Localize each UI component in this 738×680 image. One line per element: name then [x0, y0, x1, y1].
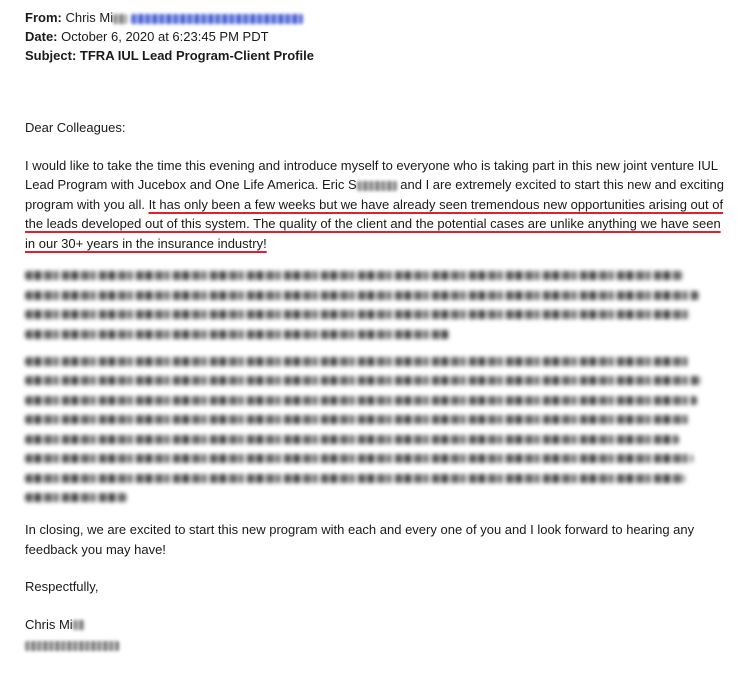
redacted-paragraph-1: [25, 271, 725, 339]
redacted-signature-fragment: [73, 620, 85, 630]
signature: [25, 615, 725, 654]
date-label: Date:: [25, 29, 58, 44]
intro-text-a: I would like to take the time this evening and introduce myself to everyone who is taking part in this new joint venture IUL Lead Program with Jucebox and One Life America. Eric S: [25, 157, 718, 192]
redacted-line: [25, 415, 689, 424]
email-body: [25, 118, 725, 654]
redacted-line: [25, 474, 685, 483]
subject-row: [25, 46, 314, 65]
signature-name: Chris Mi: [25, 616, 73, 632]
redacted-line: [25, 310, 691, 319]
paragraph-closing: In closing, we are excited to start this new program with each and every one of you and I look forward to hearing any feedback you may have!: [25, 522, 695, 557]
redacted-line: [25, 396, 697, 405]
redacted-line: [25, 291, 699, 300]
email-header: [25, 8, 314, 65]
from-label: From:: [25, 10, 62, 25]
from-name: Chris Mi: [65, 10, 114, 25]
paragraph-intro: [25, 156, 725, 254]
subject-label: Subject:: [25, 48, 77, 63]
date-value: October 6, 2020 at 6:23:45 PM PDT: [61, 29, 269, 44]
redacted-surname: [357, 181, 397, 191]
date-row: [25, 27, 314, 46]
redacted-line: [25, 271, 683, 280]
redacted-line: [25, 435, 679, 444]
greeting: Dear Colleagues:: [25, 120, 126, 135]
redacted-line: [25, 330, 449, 339]
redacted-name-fragment: [113, 14, 127, 24]
signoff: Respectfully,: [25, 579, 99, 594]
redacted-email-address[interactable]: [131, 14, 303, 24]
from-row: [25, 8, 314, 27]
redacted-line: [25, 376, 701, 385]
redacted-signature-title: [25, 641, 119, 651]
redacted-line: [25, 454, 693, 463]
subject-value: TFRA IUL Lead Program-Client Profile: [79, 48, 314, 63]
underlined-highlight: It has only been a few weeks but we have already seen tremendous new opportunities arising out of the leads developed out of this system. The quality of the client and the potential cases are unlike anything we have seen in our 30+ years in the insurance industry!: [25, 196, 724, 251]
redacted-paragraph-2: [25, 357, 725, 503]
intro-text-b: and I are extremely excited to start this new and exciting program with you all.: [25, 177, 725, 212]
redacted-line: [25, 493, 127, 502]
redacted-line: [25, 357, 689, 366]
